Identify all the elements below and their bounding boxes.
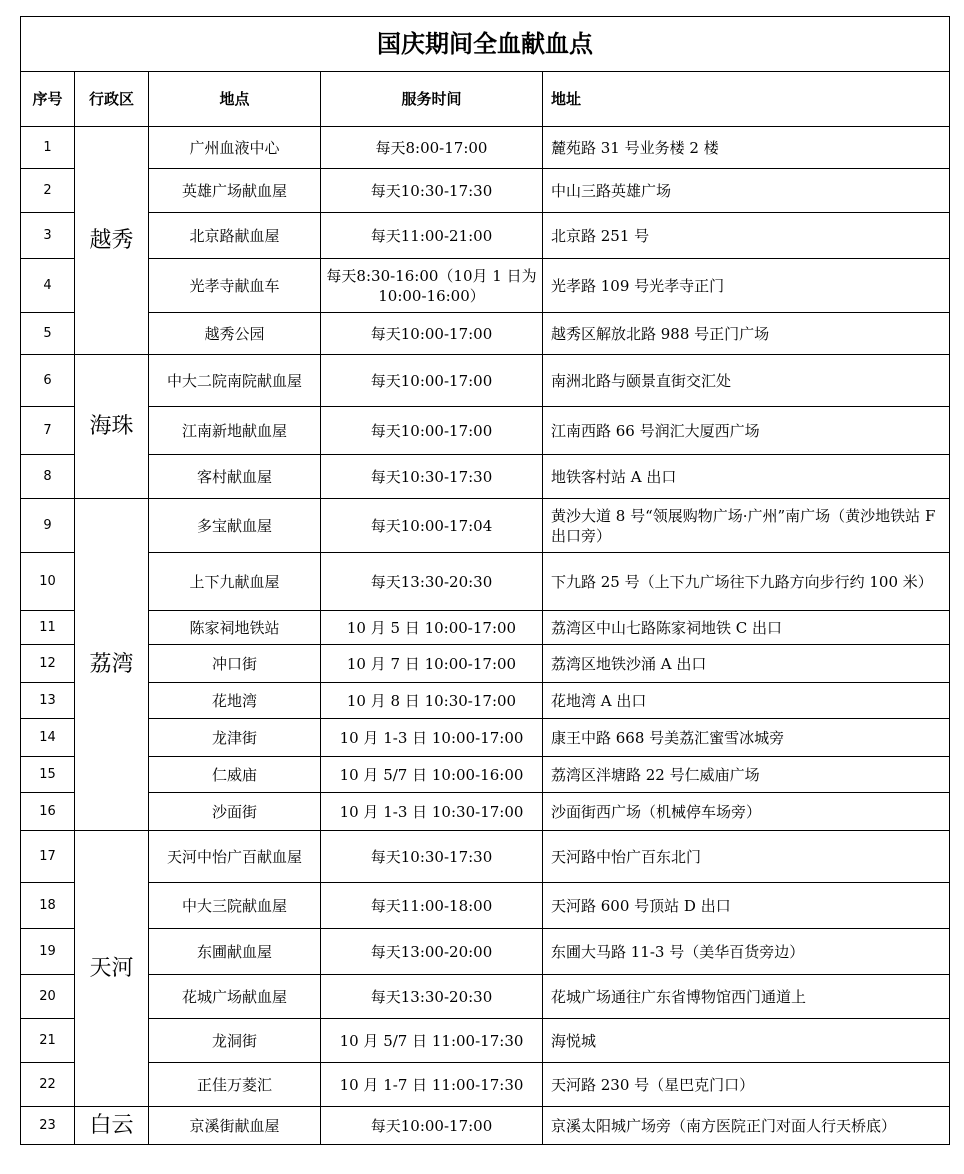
row-number: 15 xyxy=(21,757,75,793)
table-row xyxy=(21,127,950,169)
address-cell: 天河路 230 号（星巴克门口） xyxy=(543,1063,950,1107)
location-cell: 中大二院南院献血屋 xyxy=(149,355,321,407)
table-row xyxy=(21,169,950,213)
location-cell: 江南新地献血屋 xyxy=(149,407,321,455)
location-cell: 龙洞街 xyxy=(149,1019,321,1063)
row-number: 6 xyxy=(21,355,75,407)
location-cell: 中大三院献血屋 xyxy=(149,883,321,929)
service-time-cell: 每天10:00-17:00 xyxy=(321,313,543,355)
table-row xyxy=(21,929,950,975)
location-cell: 冲口街 xyxy=(149,645,321,683)
service-time-cell: 每天10:00-17:04 xyxy=(321,499,543,553)
row-number: 14 xyxy=(21,719,75,757)
address-cell: 越秀区解放北路 988 号正门广场 xyxy=(543,313,950,355)
row-number: 20 xyxy=(21,975,75,1019)
location-cell: 上下九献血屋 xyxy=(149,553,321,611)
service-time-cell: 10 月 1-3 日 10:30-17:00 xyxy=(321,793,543,831)
row-number: 13 xyxy=(21,683,75,719)
header-address: 地址 xyxy=(543,72,950,127)
table-row xyxy=(21,1107,950,1145)
header-time: 服务时间 xyxy=(321,72,543,127)
header-district: 行政区 xyxy=(75,72,149,127)
table-row xyxy=(21,757,950,793)
address-cell: 下九路 25 号（上下九广场往下九路方向步行约 100 米） xyxy=(543,553,950,611)
district-cell: 荔湾 xyxy=(75,499,149,831)
district-cell: 天河 xyxy=(75,831,149,1107)
location-cell: 北京路献血屋 xyxy=(149,213,321,259)
service-time-cell: 每天10:30-17:30 xyxy=(321,831,543,883)
row-number: 22 xyxy=(21,1063,75,1107)
header-row xyxy=(21,72,950,127)
location-cell: 龙津街 xyxy=(149,719,321,757)
table-row xyxy=(21,611,950,645)
address-cell: 荔湾区泮塘路 22 号仁威庙广场 xyxy=(543,757,950,793)
service-time-cell: 每天13:30-20:30 xyxy=(321,553,543,611)
address-cell: 天河路中怡广百东北门 xyxy=(543,831,950,883)
address-cell: 南洲北路与颐景直街交汇处 xyxy=(543,355,950,407)
address-cell: 康王中路 668 号美荔汇蜜雪冰城旁 xyxy=(543,719,950,757)
address-cell: 荔湾区地铁沙涌 A 出口 xyxy=(543,645,950,683)
address-cell: 麓苑路 31 号业务楼 2 楼 xyxy=(543,127,950,169)
address-cell: 黄沙大道 8 号“领展购物广场·广州”南广场（黄沙地铁站 F 出口旁） xyxy=(543,499,950,553)
location-cell: 越秀公园 xyxy=(149,313,321,355)
table-row xyxy=(21,259,950,313)
table-body xyxy=(21,127,950,1145)
row-number: 18 xyxy=(21,883,75,929)
service-time-cell: 每天10:30-17:30 xyxy=(321,169,543,213)
table-title: 国庆期间全血献血点 xyxy=(21,17,950,72)
address-cell: 江南西路 66 号润汇大厦西广场 xyxy=(543,407,950,455)
service-time-cell: 10 月 5/7 日 11:00-17:30 xyxy=(321,1019,543,1063)
blood-donation-table-container xyxy=(20,16,949,1145)
service-time-cell: 每天11:00-21:00 xyxy=(321,213,543,259)
row-number: 23 xyxy=(21,1107,75,1145)
location-cell: 天河中怡广百献血屋 xyxy=(149,831,321,883)
table-row xyxy=(21,499,950,553)
row-number: 21 xyxy=(21,1019,75,1063)
address-cell: 中山三路英雄广场 xyxy=(543,169,950,213)
table-row xyxy=(21,793,950,831)
table-row xyxy=(21,213,950,259)
table-row xyxy=(21,975,950,1019)
row-number: 10 xyxy=(21,553,75,611)
location-cell: 东圃献血屋 xyxy=(149,929,321,975)
row-number: 7 xyxy=(21,407,75,455)
address-cell: 花地湾 A 出口 xyxy=(543,683,950,719)
table-row xyxy=(21,1019,950,1063)
service-time-cell: 每天10:30-17:30 xyxy=(321,455,543,499)
location-cell: 陈家祠地铁站 xyxy=(149,611,321,645)
location-cell: 仁威庙 xyxy=(149,757,321,793)
table-row xyxy=(21,355,950,407)
service-time-cell: 10 月 7 日 10:00-17:00 xyxy=(321,645,543,683)
row-number: 3 xyxy=(21,213,75,259)
service-time-cell: 每天8:00-17:00 xyxy=(321,127,543,169)
service-time-cell: 每天10:00-17:00 xyxy=(321,1107,543,1145)
table-row xyxy=(21,313,950,355)
address-cell: 地铁客村站 A 出口 xyxy=(543,455,950,499)
header-location: 地点 xyxy=(149,72,321,127)
location-cell: 花城广场献血屋 xyxy=(149,975,321,1019)
address-cell: 东圃大马路 11-3 号（美华百货旁边） xyxy=(543,929,950,975)
row-number: 11 xyxy=(21,611,75,645)
table-row xyxy=(21,883,950,929)
row-number: 17 xyxy=(21,831,75,883)
service-time-cell: 10 月 5/7 日 10:00-16:00 xyxy=(321,757,543,793)
district-cell: 越秀 xyxy=(75,127,149,355)
service-time-cell: 每天8:30-16:00（10月 1 日为 10:00-16:00） xyxy=(321,259,543,313)
service-time-cell: 10 月 1-7 日 11:00-17:30 xyxy=(321,1063,543,1107)
address-cell: 天河路 600 号顶站 D 出口 xyxy=(543,883,950,929)
service-time-cell: 10 月 5 日 10:00-17:00 xyxy=(321,611,543,645)
table-row xyxy=(21,719,950,757)
row-number: 1 xyxy=(21,127,75,169)
row-number: 5 xyxy=(21,313,75,355)
service-time-cell: 10 月 1-3 日 10:00-17:00 xyxy=(321,719,543,757)
table-row xyxy=(21,831,950,883)
row-number: 8 xyxy=(21,455,75,499)
table-row xyxy=(21,407,950,455)
location-cell: 正佳万菱汇 xyxy=(149,1063,321,1107)
address-cell: 光孝路 109 号光孝寺正门 xyxy=(543,259,950,313)
table-row xyxy=(21,455,950,499)
location-cell: 京溪街献血屋 xyxy=(149,1107,321,1145)
location-cell: 广州血液中心 xyxy=(149,127,321,169)
address-cell: 京溪太阳城广场旁（南方医院正门对面人行天桥底） xyxy=(543,1107,950,1145)
row-number: 2 xyxy=(21,169,75,213)
row-number: 19 xyxy=(21,929,75,975)
header-seq: 序号 xyxy=(21,72,75,127)
service-time-cell: 每天13:30-20:30 xyxy=(321,975,543,1019)
location-cell: 多宝献血屋 xyxy=(149,499,321,553)
row-number: 16 xyxy=(21,793,75,831)
location-cell: 花地湾 xyxy=(149,683,321,719)
row-number: 9 xyxy=(21,499,75,553)
location-cell: 光孝寺献血车 xyxy=(149,259,321,313)
service-time-cell: 每天10:00-17:00 xyxy=(321,355,543,407)
district-cell: 白云 xyxy=(75,1107,149,1145)
table-row xyxy=(21,553,950,611)
table-row xyxy=(21,683,950,719)
service-time-cell: 每天10:00-17:00 xyxy=(321,407,543,455)
service-time-cell: 10 月 8 日 10:30-17:00 xyxy=(321,683,543,719)
row-number: 12 xyxy=(21,645,75,683)
location-cell: 沙面街 xyxy=(149,793,321,831)
district-cell: 海珠 xyxy=(75,355,149,499)
location-cell: 客村献血屋 xyxy=(149,455,321,499)
address-cell: 沙面街西广场（机械停车场旁） xyxy=(543,793,950,831)
table-row xyxy=(21,645,950,683)
address-cell: 北京路 251 号 xyxy=(543,213,950,259)
address-cell: 花城广场通往广东省博物馆西门通道上 xyxy=(543,975,950,1019)
address-cell: 海悦城 xyxy=(543,1019,950,1063)
service-time-cell: 每天11:00-18:00 xyxy=(321,883,543,929)
table-row xyxy=(21,1063,950,1107)
blood-donation-table xyxy=(20,16,950,1145)
location-cell: 英雄广场献血屋 xyxy=(149,169,321,213)
address-cell: 荔湾区中山七路陈家祠地铁 C 出口 xyxy=(543,611,950,645)
service-time-cell: 每天13:00-20:00 xyxy=(321,929,543,975)
row-number: 4 xyxy=(21,259,75,313)
